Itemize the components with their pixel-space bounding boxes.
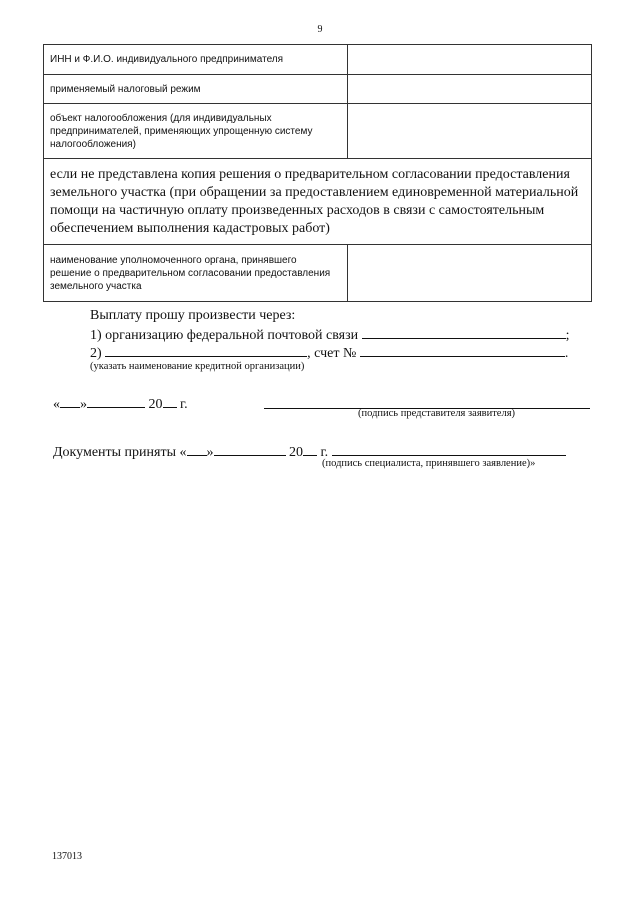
- day-field[interactable]: [60, 395, 80, 408]
- applicant-signature-caption: (подпись представителя заявителя): [358, 408, 516, 419]
- month-field[interactable]: [87, 395, 145, 408]
- specialist-signature-field[interactable]: [332, 443, 566, 456]
- year-field[interactable]: [163, 395, 177, 408]
- account-label: , счет №: [307, 346, 357, 361]
- bank-hint: (указать наименование кредитной организации): [90, 361, 305, 372]
- account-number-field[interactable]: [360, 344, 565, 357]
- acceptance-label: Документы приняты «: [53, 445, 187, 460]
- year-suffix: г.: [176, 397, 188, 412]
- accept-year-field[interactable]: [303, 443, 317, 456]
- bank-option-end: .: [564, 346, 569, 361]
- page-number: 9: [317, 24, 323, 35]
- payment-option-post: [90, 326, 570, 344]
- signature-date: [53, 395, 188, 413]
- inn-fio-value[interactable]: [347, 45, 591, 75]
- accept-date-close-quote: »: [206, 445, 214, 460]
- accept-month-field[interactable]: [214, 443, 286, 456]
- year-prefix: 20: [148, 397, 163, 412]
- table-row: [44, 45, 592, 75]
- accept-day-field[interactable]: [187, 443, 207, 456]
- bank-option-number: 2): [90, 346, 102, 361]
- table-row: [44, 245, 592, 302]
- tax-regime-label: применяемый налоговый режим: [44, 75, 348, 104]
- table-row: [44, 159, 592, 245]
- date-close-quote: »: [80, 397, 87, 412]
- authority-name-value[interactable]: [347, 245, 591, 302]
- payment-option-bank: [90, 344, 568, 362]
- specialist-signature-caption: (подпись специалиста, принявшего заявление)»: [322, 458, 536, 469]
- footer-code: 137013: [52, 851, 82, 862]
- post-option-end: ;: [565, 328, 570, 343]
- post-office-field[interactable]: [362, 326, 566, 339]
- inn-fio-label: ИНН и Ф.И.О. индивидуального предпринимателя: [44, 45, 348, 75]
- bank-name-field[interactable]: [105, 344, 307, 357]
- authority-name-label: наименование уполномоченного органа, принявшего решение о предварительном согласовании предоставления земельного участка: [44, 245, 348, 302]
- land-plot-decision-note: если не представлена копия решения о предварительном согласовании предоставления земельного участка (при обращении за предоставлением единовременной материальной помощи на частичную оплату произведенных расходов в связи с самостоятельным обеспечением выполнения кадастровых работ): [44, 159, 592, 245]
- taxation-object-value[interactable]: [347, 104, 591, 159]
- accept-year-suffix: г.: [317, 445, 329, 460]
- table-row: [44, 104, 592, 159]
- accept-year-prefix: 20: [289, 445, 303, 460]
- applicant-info-table: [43, 44, 592, 302]
- tax-regime-value[interactable]: [347, 75, 591, 104]
- taxation-object-label: объект налогообложения (для индивидуальных предпринимателей, применяющих упрощенную систему налогообложения): [44, 104, 348, 159]
- table-row: [44, 75, 592, 104]
- payment-intro: Выплату прошу произвести через:: [90, 308, 296, 323]
- post-option-label: 1) организацию федеральной почтовой связи: [90, 328, 359, 343]
- date-open-quote: «: [53, 397, 60, 412]
